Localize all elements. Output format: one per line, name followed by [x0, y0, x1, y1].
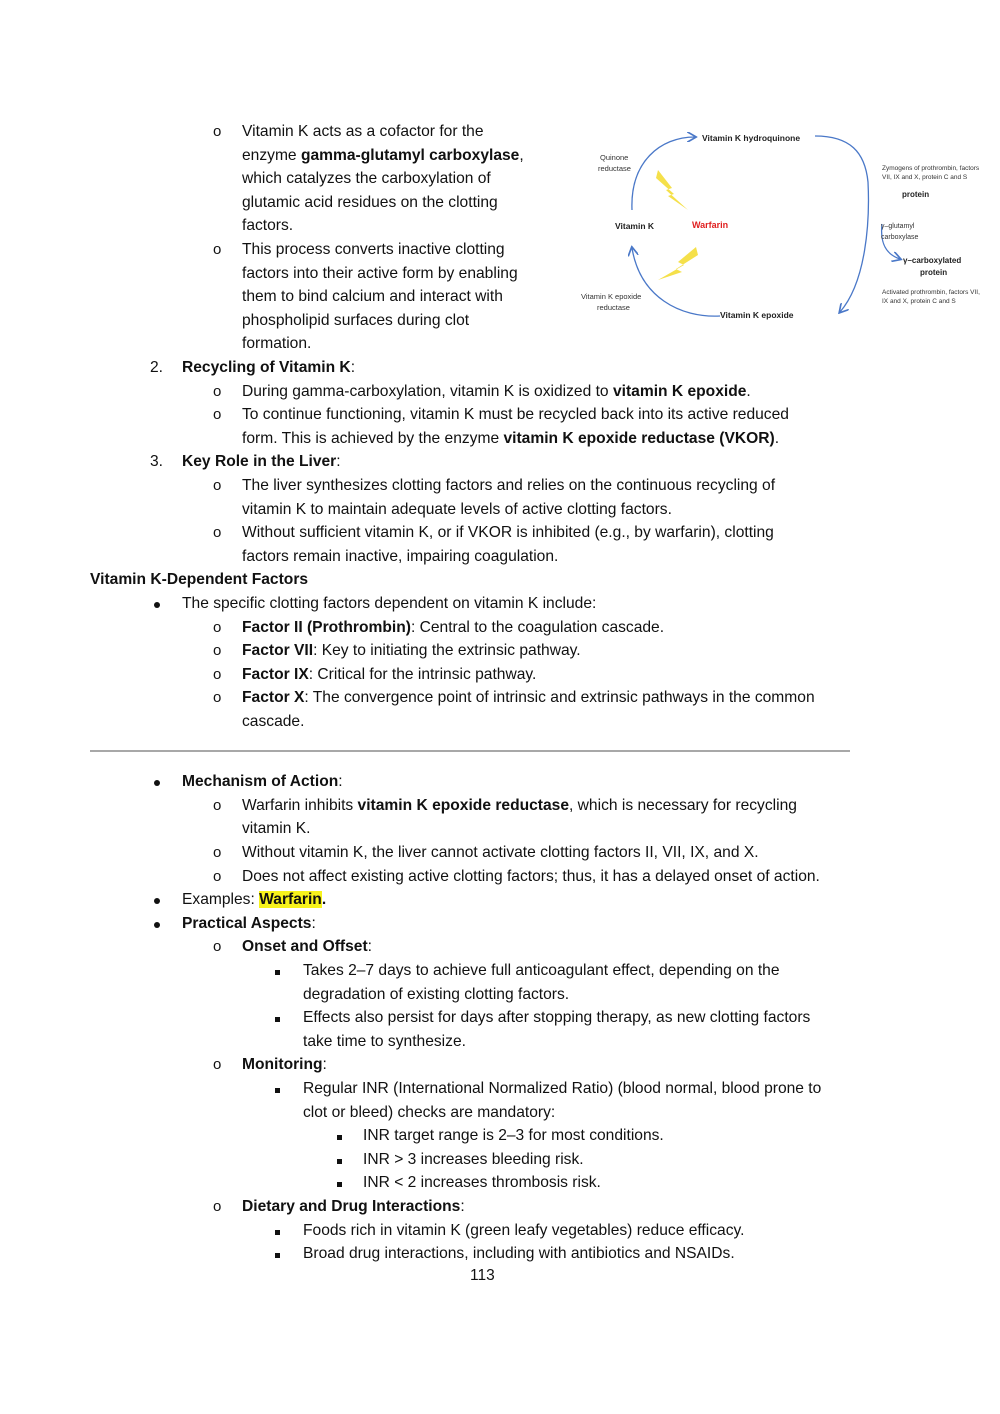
- hollow-bullet: o: [213, 382, 222, 400]
- bullet-dot: [154, 922, 160, 928]
- bold-text: vitamin K epoxide reductase: [357, 796, 569, 814]
- text-run: Foods rich in vitamin K (green leafy vegetables) reduce efficacy.: [303, 1221, 745, 1239]
- list-item-line: [242, 146, 524, 166]
- lightning-bolt-icon: [658, 247, 698, 280]
- text-run: : Key to initiating the extrinsic pathway.: [313, 642, 581, 660]
- mechanism-heading: Mechanism of Action:: [182, 773, 343, 791]
- arc-epoxide-arrow: [632, 248, 720, 316]
- hollow-bullet: o: [213, 406, 222, 424]
- list-item-line: [242, 665, 536, 685]
- hollow-bullet: o: [213, 477, 222, 494]
- list-item-line: [242, 523, 774, 543]
- list-item-line: [242, 547, 558, 567]
- hollow-bullet: o: [213, 642, 222, 660]
- bold-text: Factor IX: [242, 665, 309, 683]
- text-run: them to bind calcium and interact with: [242, 288, 503, 306]
- text-run: take time to synthesize.: [303, 1032, 466, 1050]
- bold-text: Factor VII: [242, 642, 314, 660]
- arc-hydroquinone-arrow: [815, 136, 868, 312]
- label-activated: Activated prothrombin, factors VII, IX and X, protein C and S: [882, 289, 980, 305]
- text-run: Does not affect existing active clotting factors; thus, it has a delayed onset of action.: [242, 867, 820, 885]
- text-run: Effects also persist for days after stopping therapy, as new clotting factors: [303, 1009, 811, 1027]
- list-item-line: [242, 311, 469, 331]
- square-bullet: [275, 970, 280, 975]
- text-run: The liver synthesizes clotting factors and relies on the continuous recycling of: [242, 477, 776, 494]
- text-run: ,: [519, 146, 524, 164]
- list-item-line: INR < 2 increases thrombosis risk.: [363, 1174, 601, 1192]
- square-bullet: [337, 1159, 342, 1164]
- lightning-bolt-icon: [656, 170, 688, 210]
- square-bullet: [275, 1230, 280, 1235]
- text-run: enzyme: [242, 146, 301, 164]
- list-item-line: INR > 3 increases bleeding risk.: [363, 1150, 584, 1168]
- list-item-line: [242, 193, 498, 213]
- list-item-line: [242, 334, 311, 354]
- list-item-line: [242, 169, 491, 189]
- text-run: glutamic acid residues on the clotting: [242, 193, 498, 211]
- list-item-line: [242, 819, 310, 839]
- list-item-line: [303, 1103, 555, 1123]
- label-protein: protein: [902, 190, 930, 199]
- list-item-line: [242, 618, 664, 638]
- label-gamma-glutamyl: γ–glutamyl carboxylase: [881, 223, 919, 241]
- list-item-line: [303, 961, 780, 981]
- square-bullet: [337, 1135, 342, 1140]
- hollow-bullet: o: [213, 1197, 222, 1215]
- section-title: Recycling of Vitamin K: [182, 359, 351, 376]
- text-run: form. This is achieved by the enzyme: [242, 429, 504, 447]
- label-epoxide-reductase: Vitamin K epoxide reductase: [581, 292, 642, 312]
- list-item-line: [303, 1032, 466, 1052]
- text-run: Warfarin inhibits: [242, 796, 358, 814]
- list-item-line: [242, 405, 789, 425]
- square-bullet: [275, 1253, 280, 1258]
- text-run: , which is necessary for recycling: [569, 796, 797, 814]
- text-run: .: [746, 382, 751, 400]
- text-run: During gamma-carboxylation, vitamin K is oxidized to: [242, 382, 613, 400]
- bold-text: vitamin K epoxide: [612, 382, 747, 400]
- section-title: Key Role in the Liver: [182, 453, 337, 471]
- list-item-line: [242, 712, 304, 732]
- vitamin-k-cycle-diagram: [570, 122, 1000, 327]
- list-item-line: [242, 429, 779, 449]
- square-bullet: [275, 1088, 280, 1093]
- hollow-bullet: o: [213, 938, 222, 956]
- group-title: Onset and Offset: [242, 938, 368, 956]
- label-gamma-carboxylated: γ–carboxylated protein: [903, 256, 962, 277]
- list-item-line: [242, 843, 759, 863]
- text-run: : Central to the coagulation cascade.: [410, 618, 665, 636]
- practical-label: Practical Aspects: [182, 914, 312, 932]
- bold-text: Factor X: [242, 689, 305, 707]
- list-item-line: [303, 985, 569, 1005]
- hollow-bullet: o: [213, 689, 222, 707]
- label-zymogens: Zymogens of prothrombin, factors VII, IX and X, protein C and S: [882, 165, 980, 181]
- list-number: 3.: [150, 453, 164, 471]
- practical-heading: Practical Aspects:: [182, 914, 316, 932]
- bold-text: Factor II (Prothrombin): [242, 618, 411, 636]
- list-item-line: [242, 264, 518, 284]
- list-item-line: [242, 476, 775, 496]
- text-run: To continue functioning, vitamin K must be recycled back into its active reduced: [242, 406, 789, 424]
- square-bullet: [337, 1182, 342, 1187]
- hollow-bullet: o: [213, 524, 222, 542]
- list-item-line: [242, 216, 293, 236]
- text-run: Regular INR (International Normalized Ratio) (blood normal, blood prone to: [303, 1079, 822, 1097]
- hollow-bullet: o: [213, 867, 222, 885]
- label-quinone-reductase: Quinone reductase: [598, 153, 631, 173]
- lead-text: The specific clotting factors dependent on vitamin K include:: [182, 595, 597, 612]
- text-run: phospholipid surfaces during clot: [242, 311, 470, 329]
- hollow-bullet: o: [213, 665, 222, 683]
- bold-text: gamma-glutamyl carboxylase: [300, 146, 520, 164]
- text-run: cascade.: [242, 713, 305, 730]
- highlighted-drug: Warfarin: [259, 891, 322, 909]
- group-title: Dietary and Drug Interactions: [242, 1197, 461, 1215]
- list-item-line: [303, 1008, 810, 1028]
- list-item-line: [303, 1244, 735, 1264]
- section-heading: Vitamin K-Dependent Factors: [90, 571, 309, 589]
- square-bullet: [275, 1017, 280, 1022]
- bold-text: vitamin K epoxide reductase (VKOR): [503, 429, 775, 447]
- list-number: 2.: [150, 359, 164, 376]
- list-item-line: [242, 796, 797, 816]
- text-run: factors remain inactive, impairing coagulation.: [242, 547, 559, 565]
- examples-label: Examples:: [182, 891, 260, 909]
- section-heading: Recycling of Vitamin K:: [182, 359, 356, 376]
- group-title: Monitoring: [242, 1056, 323, 1074]
- label-vitamin-k: Vitamin K: [615, 221, 655, 231]
- hollow-bullet: o: [213, 123, 222, 140]
- group-heading: Onset and Offset:: [242, 938, 372, 956]
- bullet-dot: [154, 898, 160, 904]
- text-run: clot or bleed) checks are mandatory:: [303, 1103, 556, 1121]
- hollow-bullet: o: [213, 796, 222, 814]
- hollow-bullet: o: [213, 1056, 222, 1074]
- hollow-bullet: o: [213, 241, 222, 258]
- text-run: vitamin K.: [242, 820, 311, 838]
- list-item-line: [242, 867, 820, 887]
- examples-line: [182, 890, 326, 910]
- text-run: which catalyzes the carboxylation of: [242, 170, 491, 188]
- list-item-line: [242, 287, 503, 307]
- text-run: Without vitamin K, the liver cannot activate clotting factors II, VII, IX, and X.: [242, 843, 759, 861]
- hollow-bullet: o: [213, 843, 222, 861]
- hollow-bullet: o: [213, 618, 222, 636]
- text-run: .: [774, 429, 780, 447]
- text-run: factors.: [242, 217, 294, 235]
- mechanism-label: Mechanism of Action: [182, 773, 339, 791]
- period: .: [321, 891, 327, 909]
- list-item-line: [242, 122, 484, 142]
- text-run: vitamin K to maintain adequate levels of active clotting factors.: [242, 500, 672, 518]
- text-run: : Critical for the intrinsic pathway.: [308, 665, 537, 683]
- label-warfarin: Warfarin: [692, 220, 729, 230]
- text-run: formation.: [242, 335, 312, 353]
- group-heading: Dietary and Drug Interactions:: [242, 1197, 465, 1215]
- text-run: Takes 2–7 days to achieve full anticoagulant effect, depending on the: [303, 961, 780, 979]
- bullet-dot: [154, 780, 160, 786]
- section-heading: Key Role in the Liver:: [182, 453, 341, 471]
- list-item-line: INR target range is 2–3 for most conditions.: [363, 1127, 664, 1145]
- text-run: degradation of existing clotting factors.: [303, 985, 570, 1003]
- list-item-line: [242, 500, 672, 520]
- text-run: Without sufficient vitamin K, or if VKOR is inhibited (e.g., by warfarin), clotting: [242, 524, 774, 542]
- page-number: 113: [470, 1267, 495, 1284]
- text-run: : The convergence point of intrinsic and extrinsic pathways in the common: [304, 689, 815, 707]
- text-run: factors into their active form by enabling: [242, 264, 518, 282]
- list-item-line: [303, 1079, 821, 1099]
- list-item-line: [303, 1221, 744, 1241]
- arc-quinone-arrow: [632, 137, 695, 210]
- list-item-line: [242, 688, 815, 708]
- section-divider: [90, 750, 850, 752]
- list-item-line: [242, 240, 505, 260]
- bullet-dot: [154, 602, 160, 608]
- text-run: This process converts inactive clotting: [242, 241, 505, 258]
- list-item-line: [242, 382, 751, 402]
- list-item-line: [242, 641, 581, 661]
- text-run: Vitamin K acts as a cofactor for the: [242, 123, 484, 140]
- label-hydroquinone: Vitamin K hydroquinone: [702, 133, 801, 143]
- label-epoxide: Vitamin K epoxide: [720, 310, 794, 320]
- group-heading: Monitoring:: [242, 1056, 327, 1074]
- text-run: Broad drug interactions, including with antibiotics and NSAIDs.: [303, 1245, 735, 1263]
